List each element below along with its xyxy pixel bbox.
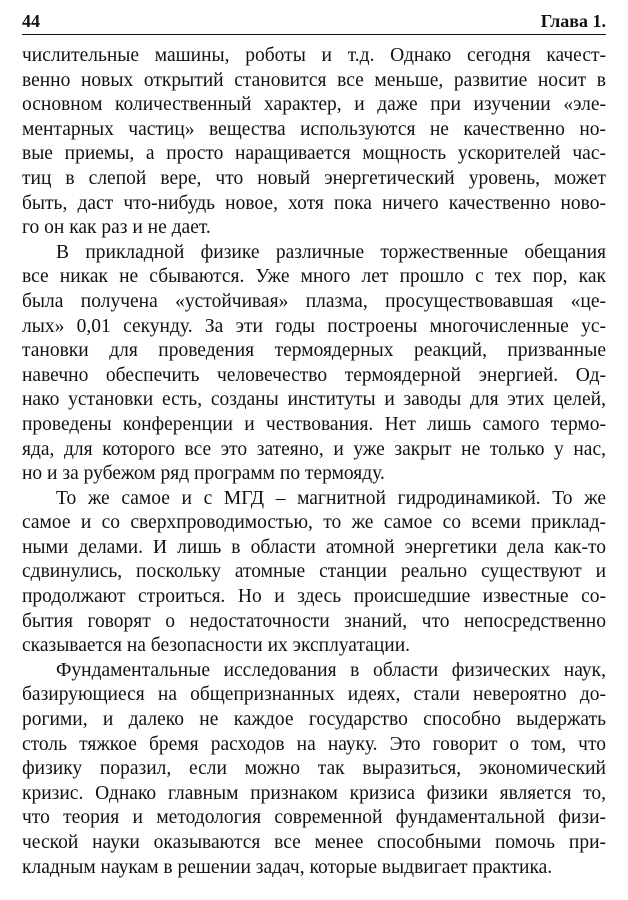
text-line: продолжают строиться. Но и здесь происшедшие известные со- (22, 586, 606, 608)
text-line: все никак не сбываются. Уже много лет прошло с тех пор, как (22, 266, 606, 288)
text-line: ными делами. И лишь в области атомной энергетики дела как-то (22, 536, 606, 558)
text-line: физику поразил, если можно так выразиться, экономический (22, 758, 606, 780)
text-line: вые приемы, а просто наращивается мощность ускорителей час- (22, 143, 606, 165)
text-line: тиц в слепой вере, что новый энергетический уровень, может (22, 167, 606, 189)
body-text (22, 44, 606, 880)
text-line: рогими, и далеко не каждое государство способно выдержать (22, 709, 606, 731)
text-line: столь тяжкое бремя расходов на науку. Это говорит о том, что (22, 733, 606, 755)
text-line: венно новых открытий становится все меньше, развитие носит в (22, 69, 606, 91)
text-line: базирующиеся на общепризнанных идеях, стали невероятно до- (22, 684, 606, 706)
paragraph (22, 241, 606, 487)
text-line: была получена «устойчивая» плазма, просуществовавшая «це- (22, 290, 606, 312)
paragraph (22, 487, 606, 659)
text-line: основном количественный характер, и даже при изучении «эле- (22, 94, 606, 116)
text-line: что теория и методология современной фундаментальной физи- (22, 807, 606, 829)
text-line: бытия говорят о недостаточности знаний, что непосредственно (22, 610, 606, 632)
text-line: навечно обеспечить человечество термоядерной энергией. Од- (22, 364, 606, 386)
text-line: числительные машины, роботы и т.д. Однако сегодня качест- (22, 45, 606, 66)
paragraph (22, 44, 606, 241)
text-line: проведены конференции и чествования. Нет лишь самого термо- (22, 413, 606, 435)
text-line: Фундаментальные исследования в области физических наук, (56, 659, 606, 681)
text-line: То же самое и с МГД – магнитной гидродинамикой. То же (56, 487, 606, 509)
text-line: тановки для проведения термоядерных реакций, призванные (22, 340, 606, 362)
text-line: яда, для которого все это затеяно, и уже закрыт не только у нас, (22, 438, 606, 460)
text-line: но и за рубежом ряд программ по термояду. (22, 463, 385, 485)
text-line: В прикладной физике различные торжественные обещания (56, 241, 606, 263)
text-line: сдвинулись, поскольку атомные станции реально существуют и (22, 561, 606, 583)
text-line: быть, даст что-нибудь новое, хотя пока ничего качественно ново- (22, 192, 606, 214)
text-line: самое и со сверхпроводимостью, то же самое со всеми приклад- (22, 512, 606, 534)
text-line: кризис. Однако главным признаком кризиса физики является то, (22, 782, 606, 804)
paragraph (22, 659, 606, 880)
page-number: 44 (22, 11, 40, 31)
text-line: ческой науки оказываются все менее способными помочь при- (22, 832, 606, 853)
text-line: кладным наукам в решении задач, которые выдвигает практика. (22, 856, 553, 878)
text-line: го он как раз и не дает. (22, 217, 211, 239)
text-line: ментарных частиц» вещества используются не качественно но- (22, 118, 606, 140)
text-line: лых» 0,01 секунду. За эти годы построены многочисленные ус- (22, 315, 606, 337)
chapter-title: Глава 1. (540, 11, 606, 31)
text-line: нако установки есть, созданы институты и заводы для этих целей, (22, 389, 606, 411)
text-line: сказывается на безопасности их эксплуатации. (22, 635, 411, 657)
running-header (22, 10, 606, 35)
